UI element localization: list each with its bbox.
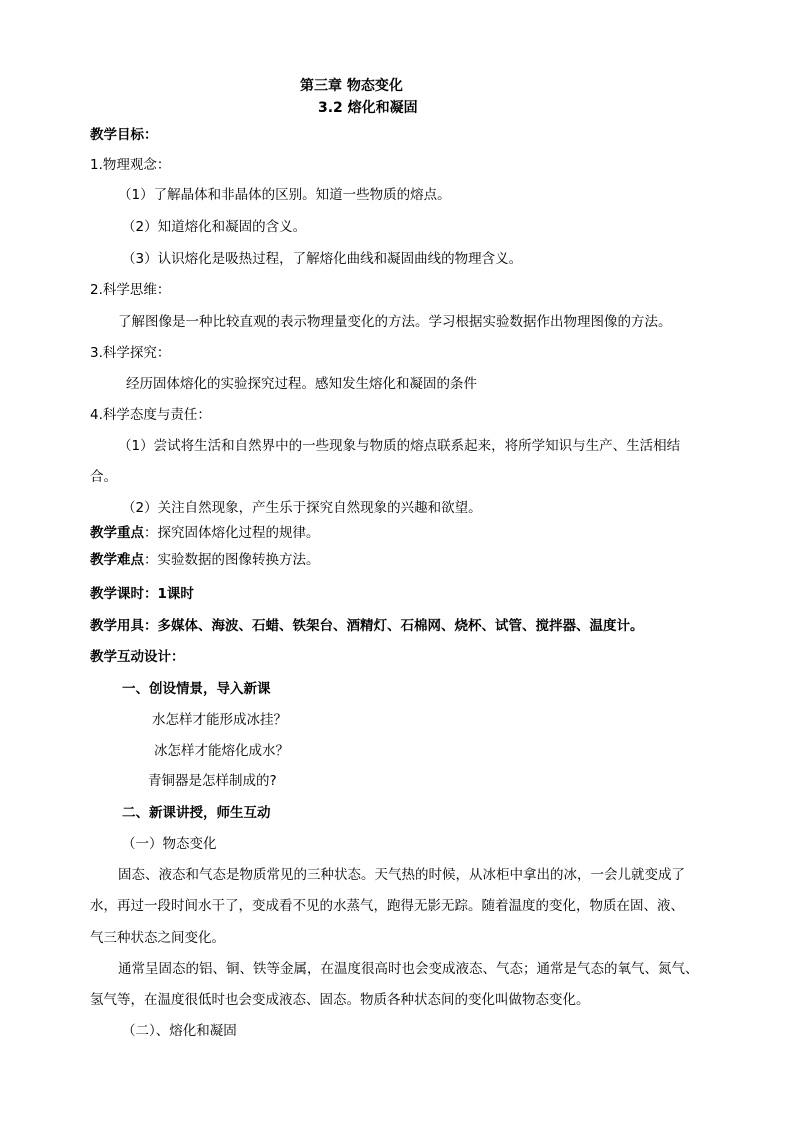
key-point [90, 524, 320, 542]
objective-4-title: 4.科学态度与责任： [90, 407, 211, 423]
part-2-subsection-1: （一）物态变化 [122, 836, 217, 852]
section-title: 3.2 熔化和凝固 [318, 100, 418, 116]
paragraph-1-line-3: 气三种状态之间变化。 [90, 930, 225, 946]
objective-1-point-2: （2）知道熔化和凝固的含义。 [122, 219, 307, 235]
key-point-text: 探究固体熔化过程的规律。 [157, 525, 320, 541]
part-1-question-2: 冰怎样才能熔化成水？ [154, 743, 289, 759]
objective-4-point-1-line-2: 合。 [90, 469, 117, 485]
objective-2-text: 了解图像是一种比较直观的表示物理量变化的方法。学习根据实验数据作出物理图像的方法。 [118, 314, 672, 330]
objective-1-point-3: （3）认识熔化是吸热过程，了解熔化曲线和凝固曲线的物理含义。 [122, 251, 523, 267]
objective-1-point-1: （1）了解晶体和非晶体的区别。知道一些物质的熔点。 [118, 187, 451, 203]
difficulty-text: 实验数据的图像转换方法。 [157, 552, 320, 568]
class-hours: 教学课时：1课时 [90, 586, 194, 602]
objectives-heading: 教学目标： [90, 127, 158, 143]
teaching-tools: 教学用具：多媒体、海波、石蜡、铁架台、酒精灯、石棉网、烧杯、试管、搅拌器、温度计。 [90, 618, 644, 634]
part-1-question-1: 水怎样才能形成冰挂？ [152, 712, 287, 728]
key-point-separator: ： [144, 525, 158, 541]
paragraph-2-line-1: 通常呈固态的铝、铜、铁等金属，在温度很高时也会变成液态、气态；通常是气态的氧气、氮气、 [118, 961, 699, 977]
difficulty-separator: ： [144, 552, 158, 568]
objective-3-title: 3.科学探究： [90, 345, 171, 361]
difficulty-label: 教学难点 [90, 552, 144, 568]
paragraph-2-line-2: 氢气等，在温度很低时也会变成液态、固态。物质各种状态间的变化叫做物态变化。 [90, 992, 590, 1008]
design-heading: 教学互动设计： [90, 649, 185, 665]
part-2-subsection-2: （二）、熔化和凝固 [122, 1023, 237, 1039]
objective-4-point-1-line-1: （1）尝试将生活和自然界中的一些现象与物质的熔点联系起来，将所学知识与生产、生活相结 [118, 438, 681, 454]
objective-1-title: 1.物理观念： [90, 157, 171, 173]
objective-2-title: 2.科学思维： [90, 282, 171, 298]
paragraph-1-line-2: 水，再过一段时间水干了，变成看不见的水蒸气，跑得无影无踪。随着温度的变化，物质在固、液、 [90, 898, 684, 914]
chapter-title: 第三章 物态变化 [300, 78, 403, 94]
part-1-title: 一、创设情景，导入新课 [122, 681, 271, 697]
key-point-label: 教学重点 [90, 525, 144, 541]
objective-4-point-2: （2）关注自然现象，产生乐于探究自然现象的兴趣和欲望。 [122, 500, 482, 516]
difficulty [90, 551, 320, 569]
objective-3-text: 经历固体熔化的实验探究过程。感知发生熔化和凝固的条件 [126, 376, 477, 392]
part-2-title: 二、新课讲授，师生互动 [122, 805, 271, 821]
paragraph-1-line-1: 固态、液态和气态是物质常见的三种状态。天气热的时候，从冰柜中拿出的冰，一会儿就变成了 [118, 867, 685, 883]
part-1-question-3: 青铜器是怎样制成的? [148, 773, 277, 789]
